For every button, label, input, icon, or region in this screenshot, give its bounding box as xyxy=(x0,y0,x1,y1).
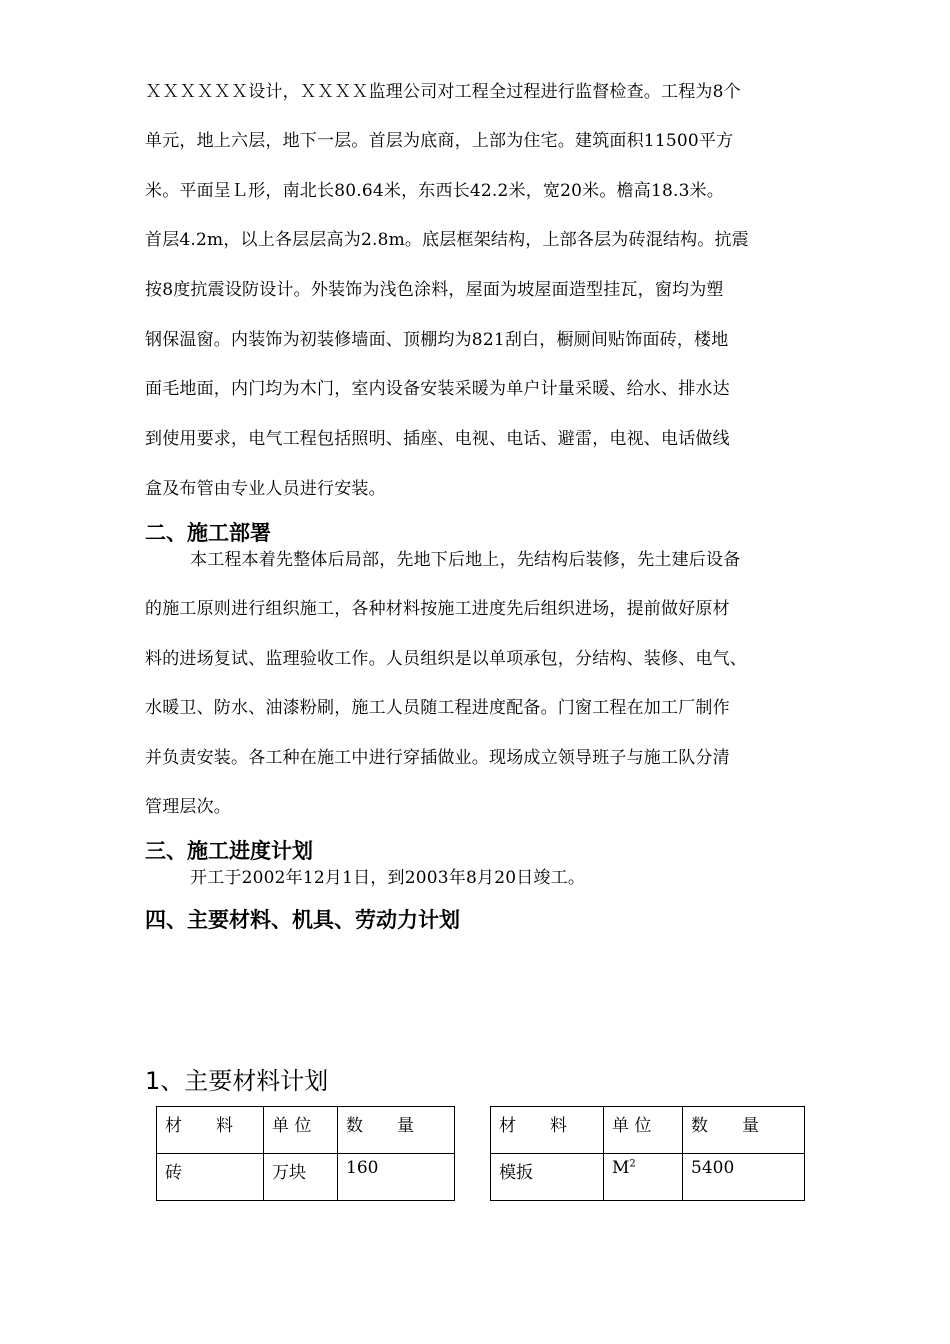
overview-line: 钢保温窗。内装饰为初装修墙面、顶棚均为821刮白，橱厕间贴饰面砖，楼地 xyxy=(145,330,729,350)
section2-line: 本工程本着先整体后局部，先地下后地上，先结构后装修，先土建后设备 xyxy=(190,550,741,570)
material-cell: 模扳 xyxy=(491,1154,604,1201)
header-cell: 数 量 xyxy=(683,1107,805,1154)
materials-title: 1、主要材料计划 xyxy=(145,1067,329,1095)
overview-line: 米。平面呈Ｌ形，南北长80.64米，东西长42.2米，宽20米。檐高18.3米。 xyxy=(145,181,725,201)
overview-line: 盒及布管由专业人员进行安装。 xyxy=(145,479,386,499)
materials-table-left xyxy=(156,1106,455,1201)
section2-line: 的施工原则进行组织施工，各种材料按施工进度先后组织进场，提前做好原材 xyxy=(145,599,730,619)
header-cell: 数 量 xyxy=(338,1107,455,1154)
table-header-row xyxy=(157,1107,455,1154)
header-cell: 单 位 xyxy=(604,1107,683,1154)
section2-line: 并负责安装。各工种在施工中进行穿插做业。现场成立领导班子与施工队分清 xyxy=(145,748,730,768)
table-row xyxy=(491,1154,805,1201)
header-cell: 材 料 xyxy=(491,1107,604,1154)
unit-base: M xyxy=(612,1158,630,1178)
section-heading: 四、主要材料、机具、劳动力计划 xyxy=(145,908,460,932)
overview-line: 到使用要求，电气工程包括照明、插座、电视、电话、避雷，电视、电话做线 xyxy=(145,429,730,449)
unit-cell: 万块 xyxy=(264,1154,338,1201)
section2-line: 料的进场复试、监理验收工作。人员组织是以单项承包，分结构、装修、电气、 xyxy=(145,649,747,669)
section2-line: 管理层次。 xyxy=(145,797,231,817)
table-header-row xyxy=(491,1107,805,1154)
header-cell: 材 料 xyxy=(157,1107,264,1154)
schedule-line: 开工于2002年12月1日，到2003年8月20日竣工。 xyxy=(190,868,586,888)
section2-line: 水暖卫、防水、油漆粉刷，施工人员随工程进度配备。门窗工程在加工厂制作 xyxy=(145,698,730,718)
materials-table-right xyxy=(490,1106,805,1201)
quantity-cell: 5400 xyxy=(683,1154,805,1201)
unit-cell xyxy=(604,1154,683,1201)
table-row xyxy=(157,1154,455,1201)
section-heading: 三、施工进度计划 xyxy=(145,839,313,863)
overview-line: ＸＸＸＸＸＸ设计，ＸＸＸＸ监理公司对工程全过程进行监督检查。工程为8个 xyxy=(145,82,741,102)
section-heading: 二、施工部署 xyxy=(145,521,271,545)
overview-line: 面毛地面，内门均为木门，室内设备安装采暖为单户计量采暖、给水、排水达 xyxy=(145,379,730,399)
unit-superscript: 2 xyxy=(629,1158,636,1170)
overview-line: 首层4.2m，以上各层层高为2.8m。底层框架结构，上部各层为砖混结构。抗震 xyxy=(145,230,749,250)
material-cell: 砖 xyxy=(157,1154,264,1201)
header-cell: 单 位 xyxy=(264,1107,338,1154)
overview-line: 单元，地上六层，地下一层。首层为底商，上部为住宅。建筑面积11500平方 xyxy=(145,131,734,151)
overview-line: 按8度抗震设防设计。外装饰为浅色涂料，屋面为坡屋面造型挂瓦，窗均为塑 xyxy=(145,280,724,300)
quantity-cell: 160 xyxy=(338,1154,455,1201)
